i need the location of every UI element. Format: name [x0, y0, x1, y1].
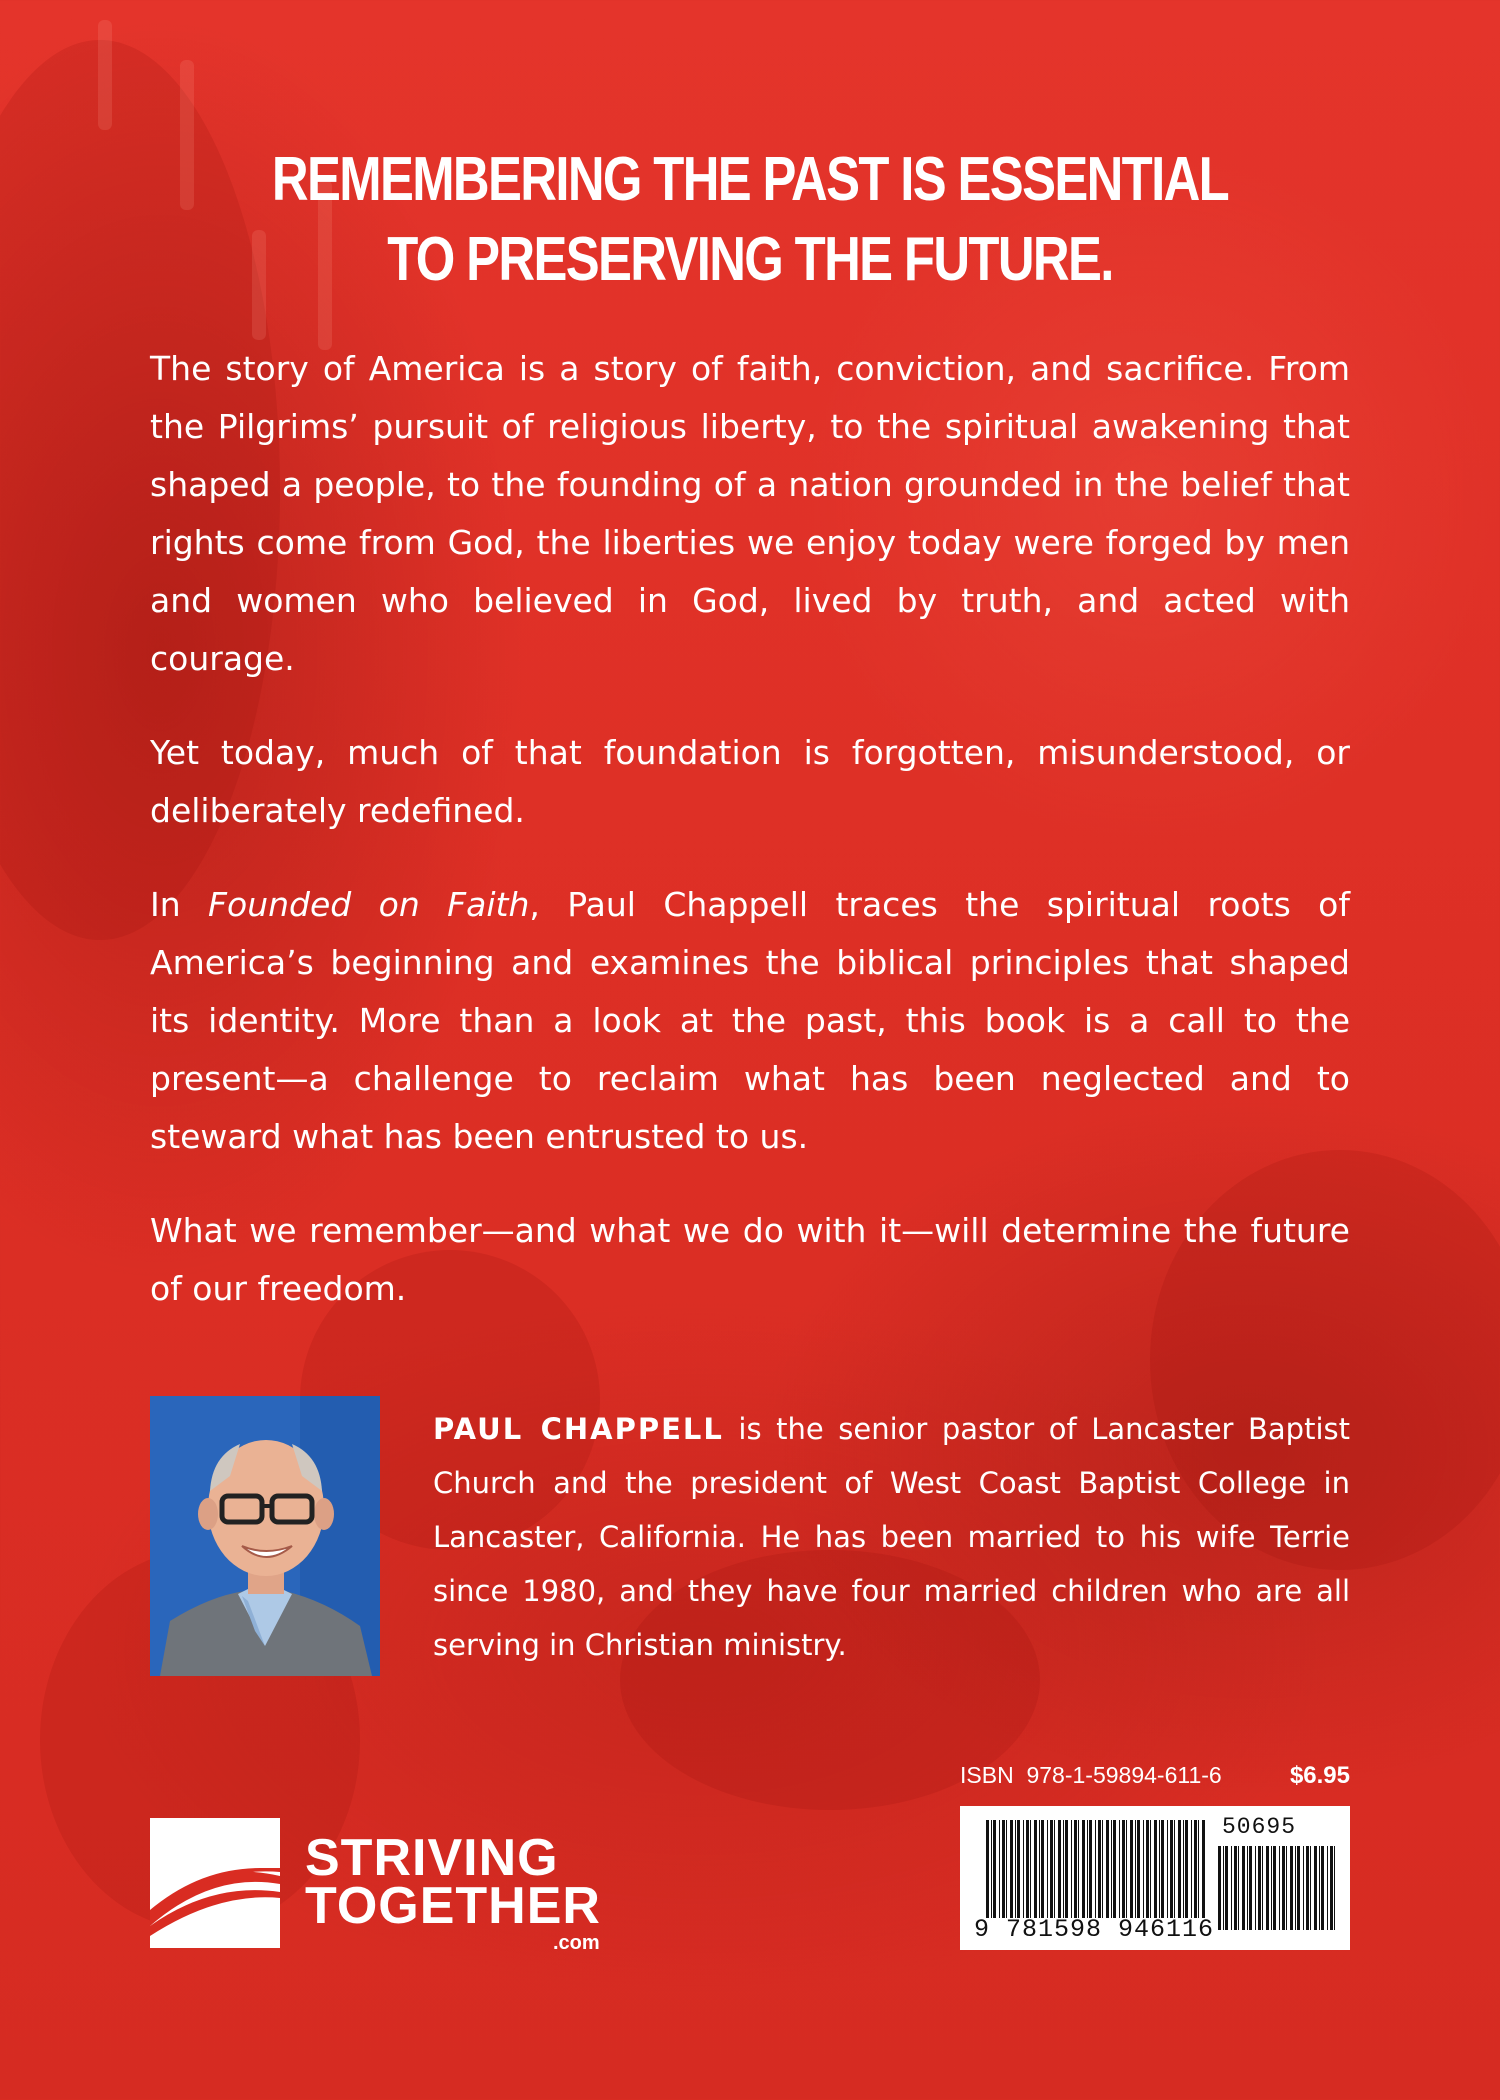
author-photo	[150, 1396, 380, 1676]
description-paragraph-3	[150, 876, 1350, 1166]
barcode-main-digits: 9 781598 946116	[974, 1915, 1215, 1944]
barcode	[960, 1806, 1350, 1950]
publisher-logo	[150, 1818, 620, 1953]
description-paragraph-4: What we remember—and what we do with it—will determine the future of our freedom.	[150, 1211, 1350, 1308]
isbn-price-line	[960, 1762, 1350, 1790]
publisher-domain-suffix: .com	[553, 1932, 600, 1954]
book-title: Founded on Faith	[208, 885, 530, 924]
description-paragraph-2: Yet today, much of that foundation is forgotten, misunderstood, or deliberately redefined.	[150, 733, 1350, 830]
author-bio-text: is the senior pastor of Lancaster Baptist Church and the president of West Coast Baptist College in Lancaster, California. He has been married to his wife Terrie since 1980, and they have four married children who are all serving in Christian ministry.	[433, 1412, 1350, 1662]
publisher-name-line-1: STRIVING	[305, 1829, 559, 1887]
striving-together-logo-icon	[150, 1818, 280, 1948]
barcode-addon-digits: 50695	[1222, 1814, 1297, 1840]
description-body	[150, 340, 1350, 1354]
author-name: PAUL CHAPPELL	[433, 1412, 724, 1446]
headline-line-1: REMEMBERING THE PAST IS ESSENTIAL	[271, 145, 1229, 214]
headline	[135, 140, 1365, 300]
author-bio	[433, 1402, 1350, 1672]
description-paragraph-1: The story of America is a story of faith, conviction, and sacrifice. From the Pilgrims’ pursuit of religious liberty, to the spiritual awakening that shaped a people, to the founding of a nation grounded in the belief that rights come from God, the liberties we enjoy today were forged by men and women who believed in God, lived by truth, and acted with courage.	[150, 349, 1350, 678]
isbn-number: ISBN 978-1-59894-611-6	[960, 1762, 1222, 1788]
paragraph-3-text: , Paul Chappell traces the spiritual roots of America’s beginning and examines the biblical principles that shaped its identity. More than a look at the past, this book is a call to the present—a challenge to reclaim what has been neglected and to steward what has been entrusted to us.	[150, 885, 1350, 1156]
paragraph-3-prefix: In	[150, 885, 209, 924]
publisher-name-line-2: TOGETHER	[305, 1877, 601, 1935]
headline-line-2: TO PRESERVING THE FUTURE.	[387, 225, 1113, 294]
price: $6.95	[1289, 1762, 1350, 1789]
